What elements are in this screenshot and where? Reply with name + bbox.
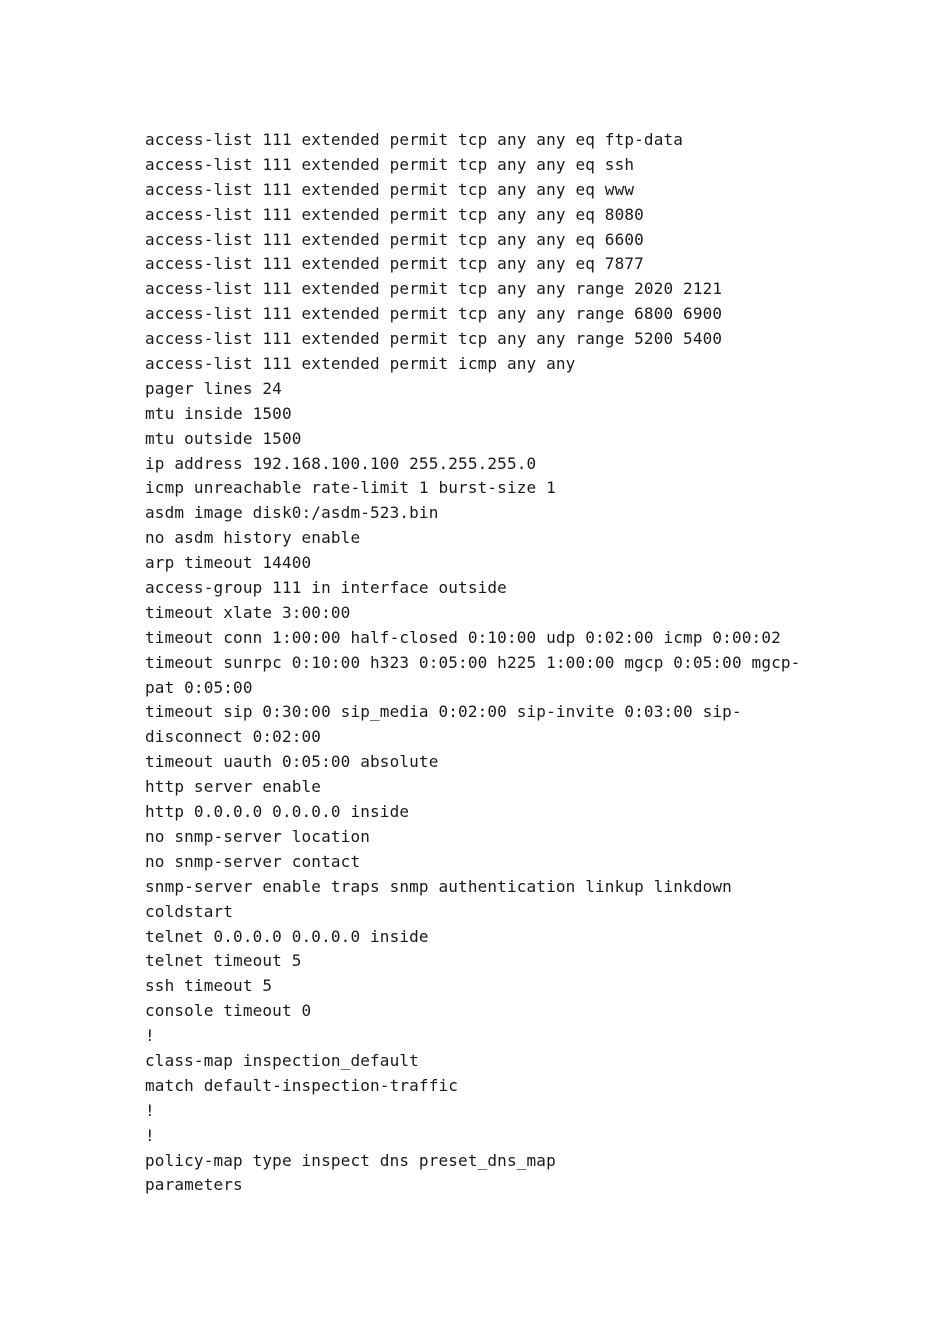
config-line: telnet 0.0.0.0 0.0.0.0 inside <box>145 926 429 946</box>
config-line: access-list 111 extended permit tcp any any eq 7877 <box>145 254 644 274</box>
config-line: pager lines 24 <box>145 378 282 398</box>
config-line: access-list 111 extended permit tcp any any eq 8080 <box>145 204 644 224</box>
config-line: timeout conn 1:00:00 half-closed 0:10:00 udp 0:02:00 icmp 0:00:02 <box>145 627 781 647</box>
config-line: access-list 111 extended permit tcp any any eq 6600 <box>145 229 644 249</box>
config-line: ! <box>145 1125 155 1145</box>
config-line: snmp-server enable traps snmp authentication linkup linkdown <box>145 876 732 896</box>
config-line: coldstart <box>145 901 234 921</box>
config-line: telnet timeout 5 <box>145 951 302 971</box>
config-line: parameters <box>145 1175 243 1195</box>
config-line: pat 0:05:00 <box>145 677 253 697</box>
config-line: no snmp-server location <box>145 826 371 846</box>
config-line: ! <box>145 1100 155 1120</box>
config-line: access-list 111 extended permit tcp any any range 2020 2121 <box>145 279 723 299</box>
config-line: access-list 111 extended permit tcp any any eq ftp-data <box>145 130 684 149</box>
config-line: no snmp-server contact <box>145 851 361 871</box>
config-line: disconnect 0:02:00 <box>145 727 322 747</box>
config-listing <box>145 128 825 1198</box>
config-line: match default-inspection-traffic <box>145 1075 459 1095</box>
config-line: http server enable <box>145 777 322 797</box>
config-line: timeout sunrpc 0:10:00 h323 0:05:00 h225 1:00:00 mgcp 0:05:00 mgcp- <box>145 652 801 672</box>
config-line: asdm image disk0:/asdm-523.bin <box>145 503 439 523</box>
config-line: access-list 111 extended permit tcp any any range 5200 5400 <box>145 329 723 349</box>
config-line: ssh timeout 5 <box>145 976 273 996</box>
config-line: ! <box>145 1026 155 1046</box>
config-line: icmp unreachable rate-limit 1 burst-size 1 <box>145 478 556 498</box>
config-line: mtu inside 1500 <box>145 403 292 423</box>
config-line: timeout sip 0:30:00 sip_media 0:02:00 sip-invite 0:03:00 sip- <box>145 702 742 722</box>
config-line: access-list 111 extended permit tcp any any eq ssh <box>145 154 635 174</box>
config-line: ip address 192.168.100.100 255.255.255.0 <box>145 453 537 473</box>
config-line: access-list 111 extended permit icmp any any <box>145 354 576 374</box>
config-line: arp timeout 14400 <box>145 553 312 573</box>
config-line: http 0.0.0.0 0.0.0.0 inside <box>145 802 410 822</box>
config-line: timeout uauth 0:05:00 absolute <box>145 752 439 772</box>
config-line: access-list 111 extended permit tcp any any eq www <box>145 179 635 199</box>
config-line: no asdm history enable <box>145 528 361 548</box>
config-line: access-group 111 in interface outside <box>145 578 507 598</box>
config-line: mtu outside 1500 <box>145 428 302 448</box>
config-line: timeout xlate 3:00:00 <box>145 602 351 622</box>
config-line: console timeout 0 <box>145 1001 312 1021</box>
config-line: access-list 111 extended permit tcp any any range 6800 6900 <box>145 304 723 324</box>
config-line: class-map inspection_default <box>145 1050 419 1070</box>
config-line: policy-map type inspect dns preset_dns_map <box>145 1150 556 1170</box>
